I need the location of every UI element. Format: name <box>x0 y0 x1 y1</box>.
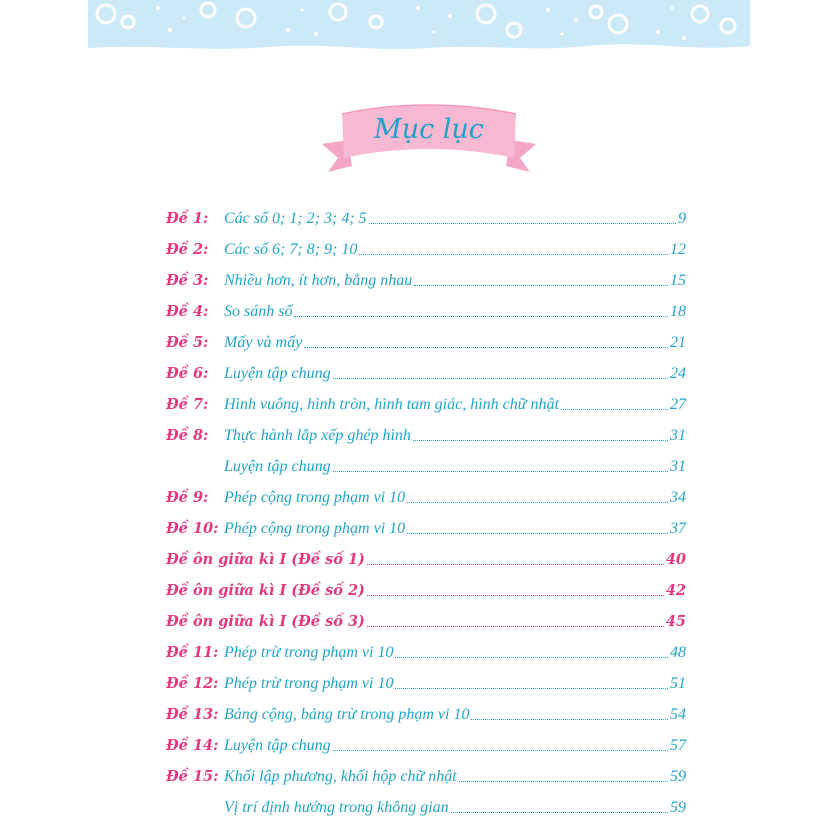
toc-entry-title: Phép cộng trong phạm vi 10 <box>224 519 406 537</box>
toc-entry-label: Đề 14: <box>166 737 219 754</box>
toc-entry-label: Đề 4: <box>166 303 209 320</box>
dot-leader <box>359 254 668 255</box>
toc-entry-page: 15 <box>670 271 686 289</box>
toc-entry <box>166 544 686 575</box>
toc-entry <box>166 296 686 327</box>
toc-entry <box>166 730 686 761</box>
toc-entry <box>166 234 686 265</box>
toc-entry-label: Đề 1: <box>166 210 209 227</box>
dot-leader <box>414 285 668 286</box>
toc-entry-page: 18 <box>670 302 686 320</box>
toc-entry <box>166 389 686 420</box>
dot-leader <box>369 223 676 224</box>
toc-entry-page: 9 <box>678 209 686 227</box>
dot-leader <box>407 502 668 503</box>
toc-entry-title: Vị trí định hướng trong không gian <box>224 798 449 816</box>
toc-entry-page: 21 <box>670 333 686 351</box>
toc-entry-label: Đề 3: <box>166 272 209 289</box>
toc-entry-page: 12 <box>670 240 686 258</box>
toc-entry <box>166 606 686 637</box>
toc-entry-label: Đề 11: <box>166 644 219 661</box>
dot-leader <box>333 471 668 472</box>
toc-entry-title: Luyện tập chung <box>224 736 331 754</box>
dot-leader <box>367 626 664 627</box>
toc-entry-label: Đề 8: <box>166 427 209 444</box>
toc-entry-page: 37 <box>670 519 686 537</box>
toc-entry <box>166 327 686 358</box>
toc-entry-page: 34 <box>670 488 686 506</box>
toc-entry-title: Hình vuông, hình tròn, hình tam giác, hình chữ nhật <box>224 395 559 413</box>
toc-entry-label: Đề 12: <box>166 675 219 692</box>
decorative-header-band <box>88 0 750 60</box>
toc-entry-title: Phép trừ trong phạm vi 10 <box>224 643 394 661</box>
toc-entry-page: 48 <box>670 643 686 661</box>
toc-entry <box>166 513 686 544</box>
toc-entry <box>166 265 686 296</box>
dot-leader <box>294 316 668 317</box>
dot-leader <box>395 688 668 689</box>
bubble-pattern-icon <box>88 0 750 60</box>
dot-leader <box>413 440 668 441</box>
toc-entry-label: Đề ôn giữa kì I (Đề số 2) <box>166 582 365 599</box>
page-title: Mục lục <box>374 114 484 145</box>
toc-entry-label: Đề 15: <box>166 768 219 785</box>
toc-entry-label: Đề ôn giữa kì I (Đề số 1) <box>166 551 365 568</box>
toc-entry-label: Đề 7: <box>166 396 209 413</box>
toc-entry-page: 59 <box>670 767 686 785</box>
toc-entry <box>166 637 686 668</box>
toc-entry-page: 57 <box>670 736 686 754</box>
toc-entry-title: Bảng cộng, bảng trừ trong phạm vi 10 <box>224 705 470 723</box>
toc-entry-label: Đề 10: <box>166 520 219 537</box>
toc-entry-page: 42 <box>665 582 686 599</box>
toc-entry <box>166 699 686 730</box>
toc-entry-title: So sánh số <box>224 302 293 320</box>
dot-leader <box>367 564 664 565</box>
toc-entry-page: 31 <box>670 457 686 475</box>
table-of-contents <box>166 203 686 823</box>
toc-entry <box>166 575 686 606</box>
toc-entry-label: Đề 9: <box>166 489 209 506</box>
toc-entry-page: 40 <box>665 551 686 568</box>
toc-entry-label: Đề 13: <box>166 706 219 723</box>
toc-entry-label: Đề 5: <box>166 334 209 351</box>
toc-entry-title: Luyện tập chung <box>224 457 331 475</box>
dot-leader <box>451 812 668 813</box>
toc-entry <box>166 203 686 234</box>
toc-entry-title: Phép cộng trong phạm vi 10 <box>224 488 406 506</box>
toc-entry <box>166 420 686 451</box>
toc-entry-page: 45 <box>665 613 686 630</box>
toc-entry-title: Các số 0; 1; 2; 3; 4; 5 <box>224 209 367 227</box>
dot-leader <box>333 378 668 379</box>
toc-entry-page: 51 <box>670 674 686 692</box>
toc-entry-label: Đề 6: <box>166 365 209 382</box>
toc-entry <box>166 792 686 823</box>
toc-entry-title: Các số 6; 7; 8; 9; 10 <box>224 240 358 258</box>
dot-leader <box>459 781 668 782</box>
toc-entry <box>166 668 686 699</box>
dot-leader <box>367 595 664 596</box>
dot-leader <box>333 750 668 751</box>
dot-leader <box>561 409 668 410</box>
toc-entry <box>166 451 686 482</box>
title-ribbon <box>318 100 540 178</box>
toc-entry-label: Đề 2: <box>166 241 209 258</box>
dot-leader <box>407 533 668 534</box>
toc-entry <box>166 358 686 389</box>
dot-leader <box>395 657 668 658</box>
toc-entry-page: 24 <box>670 364 686 382</box>
toc-entry-title: Thực hành lắp xếp ghép hình <box>224 426 411 444</box>
toc-entry-page: 27 <box>670 395 686 413</box>
toc-entry-page: 59 <box>670 798 686 816</box>
toc-entry-label: Đề ôn giữa kì I (Đề số 3) <box>166 613 365 630</box>
toc-entry-title: Nhiều hơn, ít hơn, bằng nhau <box>224 271 413 289</box>
toc-entry-title: Mấy và mấy <box>224 333 303 351</box>
toc-entry-title: Luyện tập chung <box>224 364 331 382</box>
toc-entry-page: 31 <box>670 426 686 444</box>
toc-entry <box>166 482 686 513</box>
toc-entry-page: 54 <box>670 705 686 723</box>
dot-leader <box>304 347 668 348</box>
toc-entry <box>166 761 686 792</box>
toc-entry-title: Khối lập phương, khối hộp chữ nhật <box>224 767 457 785</box>
toc-entry-title: Phép trừ trong phạm vi 10 <box>224 674 394 692</box>
dot-leader <box>471 719 668 720</box>
